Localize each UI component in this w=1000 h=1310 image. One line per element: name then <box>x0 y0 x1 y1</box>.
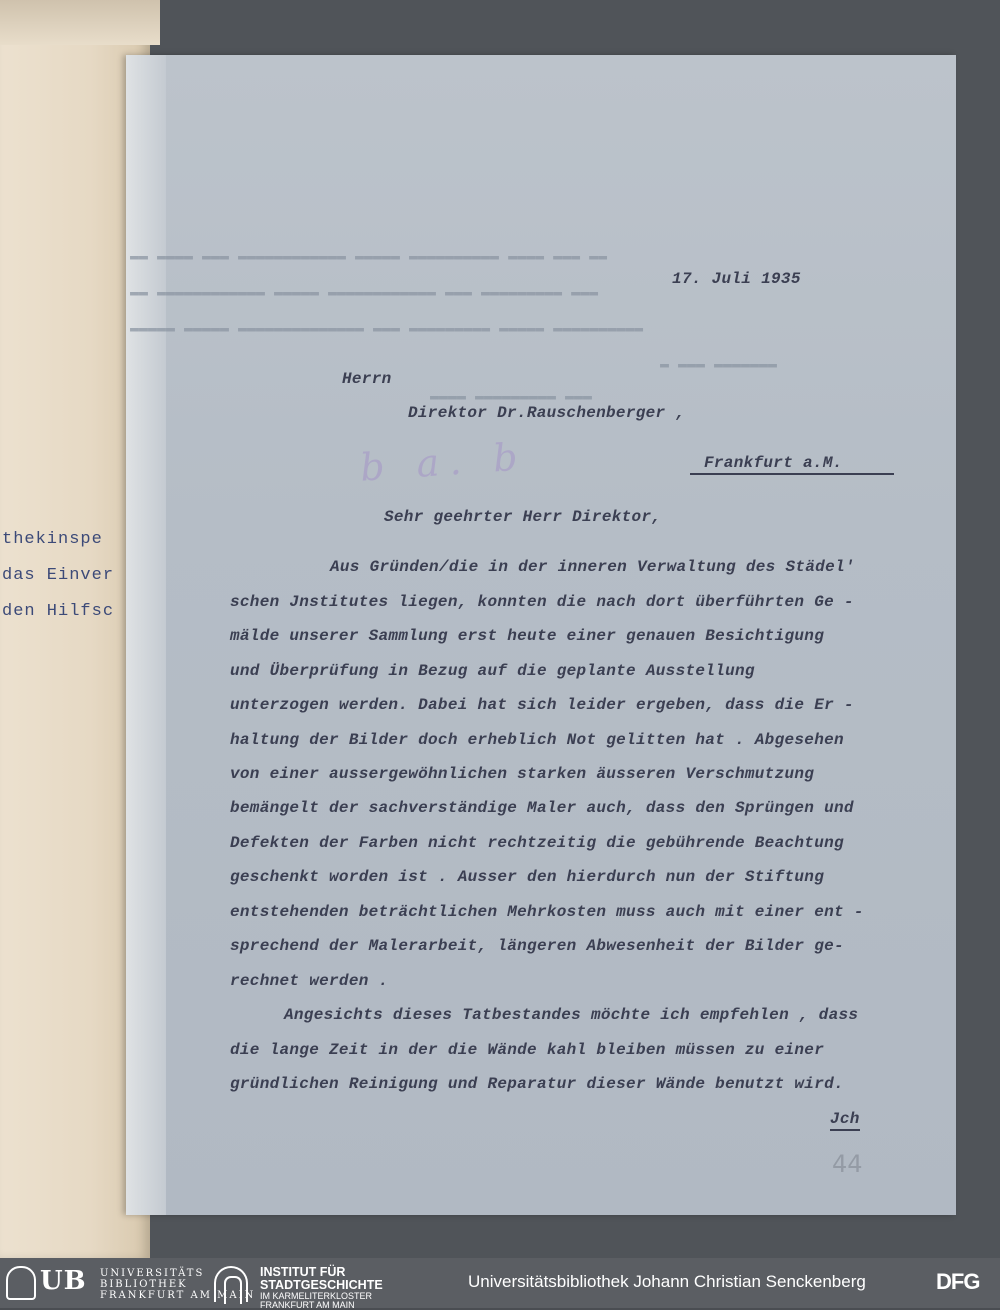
body-line: geschenkt worden ist . Ausser den hierdurch nun der Stiftung <box>230 868 825 886</box>
body-line: rechnet werden . <box>230 972 389 990</box>
sheet-fold-edge <box>126 55 166 1215</box>
isg-line: IM KARMELITERKLOSTER <box>260 1291 373 1301</box>
body-line: Defekten der Farben nicht rechtzeitig die gebührende Beachtung <box>230 834 844 852</box>
letter-date: 17. Juli 1935 <box>672 270 801 288</box>
isg-logo[interactable] <box>214 1264 414 1310</box>
book-top-edge <box>0 0 160 45</box>
viewer-footer <box>0 1258 1000 1308</box>
body-line: sprechend der Malerarbeit, längeren Abwesenheit der Bilder ge- <box>230 937 844 955</box>
violet-stamp: b a. b <box>358 434 529 490</box>
recipient-location: Frankfurt a.M. <box>690 454 894 475</box>
body-line: bemängelt der sachverständige Maler auch, dass den Sprüngen und <box>230 799 854 817</box>
continuation-word: Jch <box>830 1110 860 1131</box>
isg-subtitle <box>260 1292 372 1310</box>
ub-logo-letters: UB <box>40 1266 87 1296</box>
bleed-through-mark: ▬▬▬ ▬▬▬▬▬▬▬▬▬ ▬▬▬▬ <box>430 388 593 405</box>
pencil-page-number: 44 <box>832 1150 863 1178</box>
left-page-fragment: thekinspe <box>2 530 103 549</box>
body-line: Angesichts dieses Tatbestandes möchte ich empfehlen , dass <box>284 1006 859 1024</box>
arch-icon <box>214 1266 248 1302</box>
library-name-link[interactable]: Universitätsbibliothek Johann Christian Senckenberg <box>468 1272 866 1291</box>
ub-line: UNIVERSITÄTS <box>100 1268 205 1279</box>
left-page-fragment: das Einver <box>2 566 115 585</box>
body-line: Aus Gründen/die in der inneren Verwaltung des Städel' <box>330 558 855 576</box>
isg-line: INSTITUT FÜR <box>260 1265 346 1279</box>
recipient-salutation: Herrn <box>342 370 392 388</box>
bleed-through-mark: ▬▬ ▬▬▬ ▬▬▬▬ ▬▬▬▬▬▬▬▬▬▬ ▬▬▬▬▬ ▬▬▬▬▬▬▬▬▬▬▬▬ ▬▬▬ ▬▬▬▬ ▬▬ <box>130 248 608 265</box>
body-line: gründlichen Reinigung und Reparatur dieser Wände benutzt wird. <box>230 1075 844 1093</box>
body-line: unterzogen werden. Dabei hat sich leider ergeben, dass die Er - <box>230 696 854 714</box>
bleed-through-mark: ▬▬▬ ▬▬▬▬▬▬▬▬▬ ▬▬▬ ▬▬▬▬▬▬▬▬▬▬▬▬ ▬▬▬▬▬ ▬▬▬▬▬▬▬▬▬▬▬▬ ▬▬ <box>130 284 599 301</box>
bleed-through-mark: ▬▬▬▬▬▬▬ ▬▬▬ ▬ <box>660 356 778 373</box>
goethe-emblem-icon <box>6 1266 36 1300</box>
body-line: haltung der Bilder doch erheblich Not gelitten hat . Abgesehen <box>230 731 844 749</box>
letter-greeting: Sehr geehrter Herr Direktor, <box>384 508 662 526</box>
body-line: und Überprüfung in Bezug auf die geplante Ausstellung <box>230 662 755 680</box>
recipient-name: Direktor Dr.Rauschenberger , <box>408 404 686 422</box>
isg-line: FRANKFURT AM MAIN <box>260 1300 355 1310</box>
isg-line: STADTGESCHICHTE <box>260 1278 383 1292</box>
dfg-logo[interactable]: DFG <box>936 1269 980 1294</box>
ub-logo[interactable] <box>6 1264 256 1302</box>
ub-line: FRANKFURT AM MAIN <box>100 1290 256 1301</box>
left-page-fragment: den Hilfsc <box>2 602 115 621</box>
body-line: schen Jnstitutes liegen, konnten die nach dort überführten Ge - <box>230 593 854 611</box>
body-line: entstehenden beträchtlichen Mehrkosten muss auch mit einer ent - <box>230 903 864 921</box>
bleed-through-mark: ▬▬▬▬▬▬▬▬▬▬ ▬▬▬▬▬ ▬▬▬▬▬▬▬▬▬ ▬▬▬ ▬▬▬▬▬▬▬▬▬▬▬▬▬▬ ▬▬▬▬▬ ▬▬▬▬▬ <box>130 320 644 337</box>
isg-title <box>260 1266 383 1292</box>
body-line: die lange Zeit in der die Wände kahl bleiben müssen zu einer <box>230 1041 825 1059</box>
ub-line: BIBLIOTHEK <box>100 1279 188 1290</box>
body-line: von einer aussergewöhnlichen starken äusseren Verschmutzung <box>230 765 815 783</box>
body-line: mälde unserer Sammlung erst heute einer genauen Besichtigung <box>230 627 825 645</box>
